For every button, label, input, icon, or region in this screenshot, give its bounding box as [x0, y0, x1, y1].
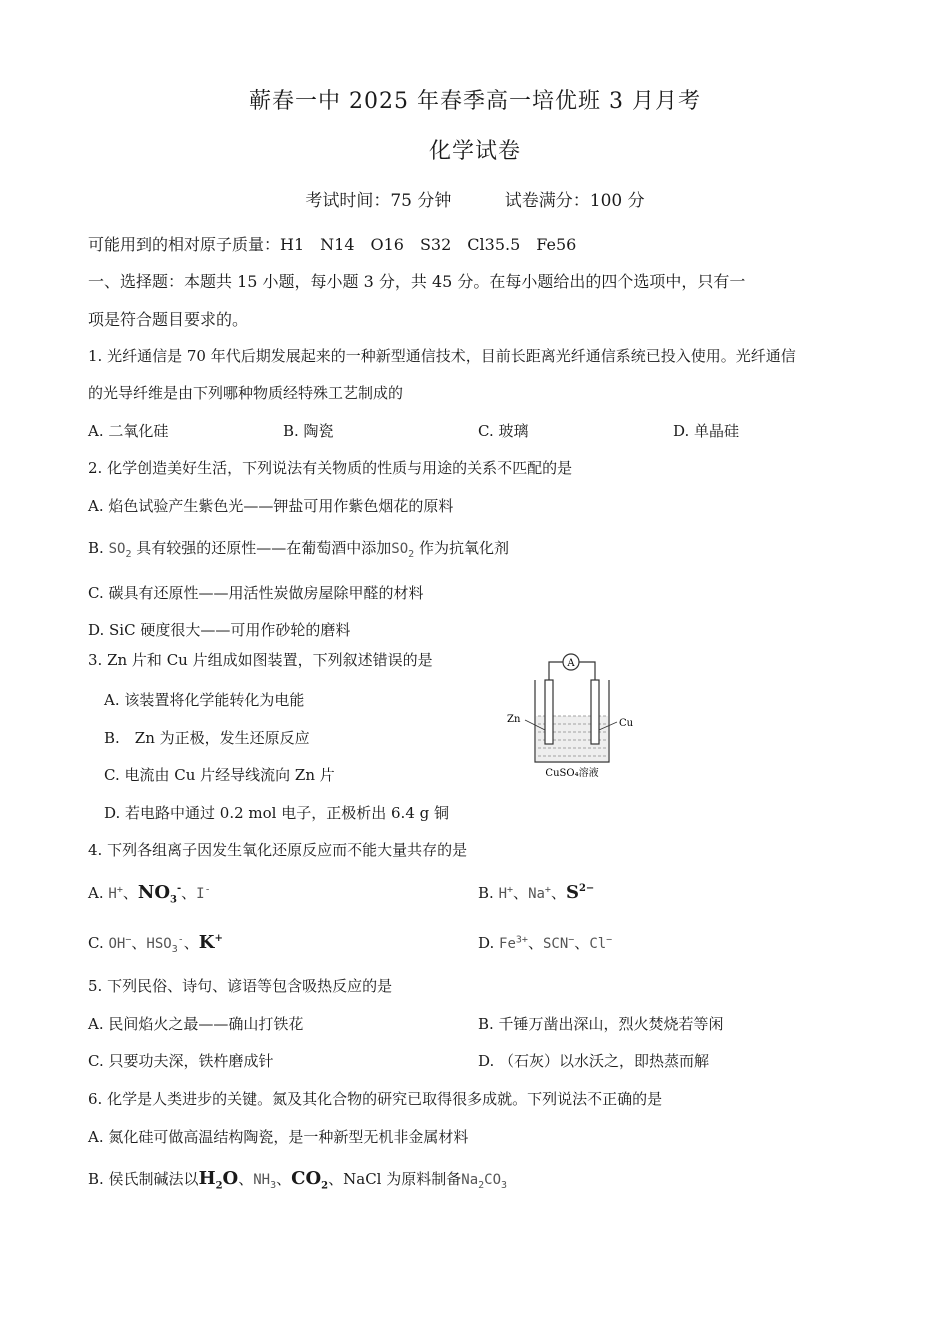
- q3-option-b: B. Zn 为正极，发生还原反应: [104, 729, 310, 747]
- ion-cl: Cl−: [589, 934, 613, 952]
- q1-option-b: B. 陶瓷: [283, 422, 334, 440]
- q4-stem: 4. 下列各组离子因发生氧化还原反应而不能大量共存的是: [88, 841, 468, 859]
- q1-option-a: A. 二氧化硅: [88, 422, 169, 440]
- ion-scn: SCN−: [542, 934, 575, 952]
- q1-option-c: C. 玻璃: [478, 422, 529, 440]
- q2-stem: 2. 化学创造美好生活，下列说法有关物质的性质与用途的关系不匹配的是: [88, 459, 573, 477]
- formula-na2co3: $Na_2CO_3$: [461, 1172, 508, 1191]
- q2-b-end: 作为抗氧化剂: [418, 539, 509, 557]
- q1-stem-line1: 1. 光纤通信是 70 年代后期发展起来的一种新型通信技术，目前长距离光纤通信系统已投入使用。光纤通信: [88, 347, 796, 365]
- cu-label: Cu: [619, 718, 634, 729]
- q5-option-a: A. 民间焰火之最——确山打铁花: [88, 1015, 304, 1033]
- ion-k: K+: [198, 932, 223, 953]
- q2-b-mid: 具有较强的还原性——在葡萄酒中添加: [136, 539, 392, 557]
- q6-option-b: B. 侯氏制碱法以$H_2O$、$NH_3$、$CO_2$、NaCl 为原料制备$Na_2CO_3$: [88, 1168, 508, 1192]
- atomic-mass-line: 可能用到的相对原子质量：H1 N14 O16 S32 Cl35.5 Fe56: [88, 235, 577, 254]
- ion-oh: OH−: [108, 934, 132, 952]
- q4-option-c: C. OH−、$HSO_3^-$、K+: [88, 932, 223, 955]
- q2-option-d: D. SiC 硬度很大——可用作砂轮的磨料: [88, 621, 351, 639]
- q4-option-a: A. H+、$NO_3^-$、I-: [88, 882, 211, 906]
- q5-option-d: D. （石灰）以水沃之，即热蒸而解: [478, 1052, 710, 1070]
- q2-option-a: A. 焰色试验产生紫色光——钾盐可用作紫色烟花的原料: [88, 497, 454, 515]
- section1-line2: 项是符合题目要求的。: [88, 310, 249, 329]
- q6-option-a: A. 氮化硅可做高温结构陶瓷，是一种新型无机非金属材料: [88, 1128, 469, 1146]
- cu-electrode: [591, 680, 599, 744]
- ion-s2: $S^{2-}$: [565, 882, 595, 903]
- so2-formula-2: $SO_2$: [391, 541, 415, 560]
- zn-electrode: [545, 680, 553, 744]
- solution-label: CuSO₄溶液: [545, 768, 599, 779]
- zn-label: Zn: [507, 714, 521, 725]
- ion-hso3: $HSO_3^-$: [146, 934, 184, 955]
- score-label: 试卷满分：100 分: [504, 191, 645, 211]
- q6-stem: 6. 化学是人类进步的关键。氮及其化合物的研究已取得很多成就。下列说法不正确的是: [88, 1090, 663, 1108]
- q5-option-b: B. 千锤万凿出深山，烈火焚烧若等闲: [478, 1015, 724, 1033]
- q3-stem: 3. Zn 片和 Cu 片组成如图装置，下列叙述错误的是: [88, 651, 433, 669]
- galvanic-cell-diagram: [505, 650, 640, 780]
- ammeter-label: A: [567, 658, 575, 669]
- section1-line1: 一、选择题：本题共 15 小题，每小题 3 分，共 45 分。在每小题给出的四个选项中，只有一: [88, 272, 746, 291]
- formula-co2: $CO_2$: [291, 1168, 329, 1192]
- exam-subtitle: 化学试卷: [428, 139, 521, 164]
- exam-meta: [0, 186, 950, 211]
- ion-na: Na+: [528, 884, 551, 902]
- ion-h-b: H+: [498, 884, 514, 902]
- q1-option-d: D. 单晶硅: [673, 422, 740, 440]
- formula-nh3: $NH_3$: [253, 1172, 277, 1191]
- q5-stem: 5. 下列民俗、诗句、谚语等包含吸热反应的是: [88, 977, 393, 995]
- time-label: 考试时间：75 分钟: [305, 191, 452, 211]
- ion-h: H+: [108, 884, 123, 902]
- ion-i: I-: [196, 884, 211, 902]
- galvanic-cell-svg: [505, 650, 640, 780]
- exam-title: 蕲春一中 2025 年春季高一培优班 3 月月考: [249, 89, 701, 114]
- q4-option-d: D. $Fe^{3+}$、SCN−、Cl−: [478, 934, 613, 952]
- q2-b-prefix: B.: [88, 539, 104, 557]
- formula-h2o: $H_2O$: [198, 1168, 239, 1192]
- ion-no3: $NO_3^-$: [137, 882, 182, 906]
- q3-option-c: C. 电流由 Cu 片经导线流向 Zn 片: [104, 766, 335, 784]
- q3-option-a: A. 该装置将化学能转化为电能: [104, 691, 305, 709]
- q3-option-d: D. 若电路中通过 0.2 mol 电子，正极析出 6.4 g 铜: [104, 804, 450, 822]
- q1-stem-line2: 的光导纤维是由下列哪种物质经特殊工艺制成的: [88, 384, 404, 402]
- q2-option-b: [88, 537, 509, 560]
- q5-option-c: C. 只要功夫深，铁杵磨成针: [88, 1052, 274, 1070]
- ion-fe3: $Fe^{3+}$: [499, 934, 528, 952]
- so2-formula: $SO_2$: [108, 541, 132, 560]
- q4-option-b: B. H+、Na+、$S^{2-}$: [478, 882, 595, 903]
- q2-option-c: C. 碳具有还原性——用活性炭做房屋除甲醛的材料: [88, 584, 424, 602]
